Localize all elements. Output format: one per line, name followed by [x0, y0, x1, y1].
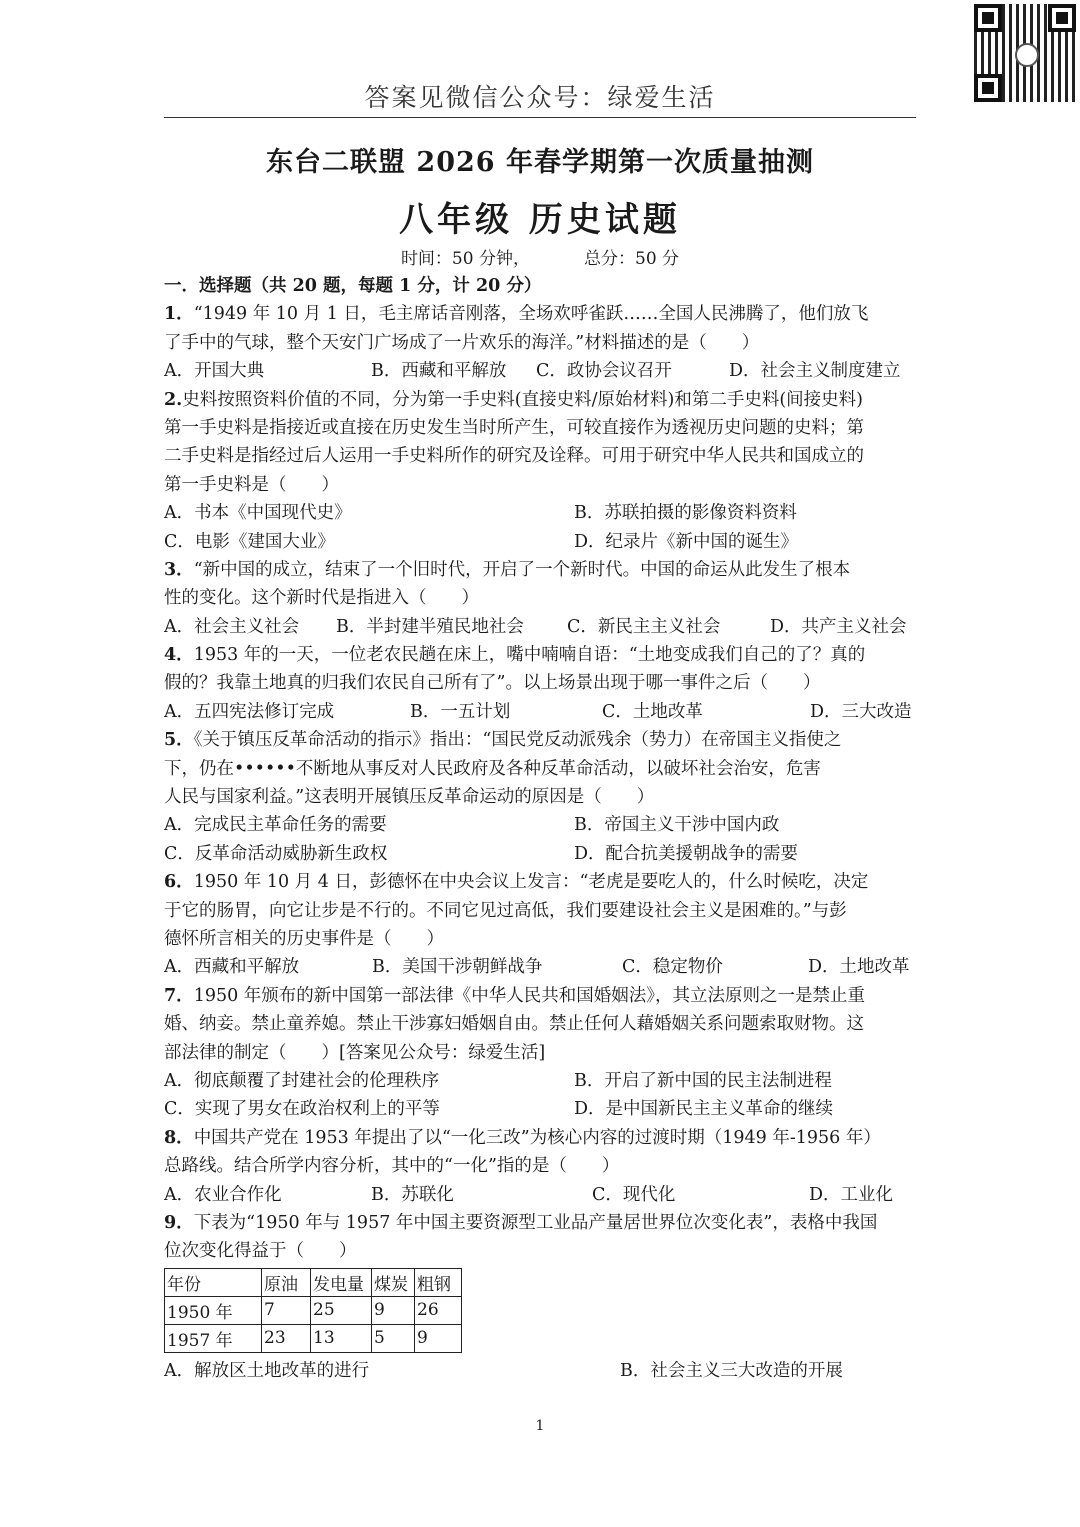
exam-time-info: 时间：50 分钟， 总分：50 分	[400, 249, 680, 269]
options-row	[164, 1357, 918, 1385]
option-b[interactable]: B．苏联拍摄的影像资料资料	[574, 503, 797, 524]
option-b[interactable]: B．美国干涉朝鲜战争	[372, 957, 543, 978]
question-3	[164, 556, 918, 641]
question-number: 9．	[164, 1212, 194, 1233]
qr-logo-icon	[1015, 43, 1039, 67]
option-a[interactable]: A．解放区土地改革的进行	[164, 1360, 370, 1381]
question-9	[164, 1209, 918, 1385]
question-1	[164, 300, 918, 385]
table-cell: 1950 年	[165, 1296, 262, 1324]
table-cell: 7	[262, 1296, 311, 1324]
option-b[interactable]: B．帝国主义干涉中国内政	[574, 815, 780, 836]
question-number: 7．	[164, 985, 194, 1006]
question-text: 德怀所言相关的历史事件是（ ）	[164, 928, 444, 949]
question-text: 下表为“1950 年与 1957 年中国主要资源型工业品产量居世界位次变化表”，表格中我国	[193, 1212, 878, 1233]
table-cell: 9	[372, 1296, 415, 1324]
options-row	[164, 357, 918, 385]
option-d[interactable]: D．社会主义制度建立	[729, 361, 901, 382]
option-a[interactable]: A．五四宪法修订完成	[164, 701, 335, 722]
qr-finder-pattern	[1048, 4, 1076, 32]
option-a[interactable]: A．书本《中国现代史》	[164, 503, 352, 524]
options-row	[164, 698, 918, 726]
option-a[interactable]: A．西藏和平解放	[164, 957, 300, 978]
options-row	[164, 499, 918, 527]
option-c[interactable]: C．现代化	[592, 1184, 676, 1205]
question-text: 婚、纳妾。禁止童养媳。禁止干涉寡妇婚姻自由。禁止任何人藉婚姻关系问题索取财物。这	[164, 1014, 864, 1035]
question-5	[164, 726, 918, 868]
option-d[interactable]: D．土地改革	[808, 957, 910, 978]
page-number: 1	[535, 1418, 545, 1434]
options-row	[164, 613, 918, 641]
table-header-cell: 粗钢	[415, 1268, 462, 1296]
option-d[interactable]: D．是中国新民主主义革命的继续	[574, 1099, 834, 1120]
options-row	[164, 953, 918, 981]
table-header-cell: 原油	[262, 1268, 311, 1296]
table-cell: 13	[311, 1324, 372, 1352]
option-c[interactable]: C．政协会议召开	[536, 361, 672, 382]
option-d[interactable]: D．三大改造	[810, 701, 912, 722]
question-text: 于它的肠胃，向它让步是不行的。不同它见过高低，我们要建设社会主义是困难的。”与彭	[164, 900, 847, 921]
question-number: 5．	[164, 730, 194, 751]
option-c[interactable]: C．稳定物价	[622, 957, 723, 978]
question-text: “1949 年 10 月 1 日，毛主席话音刚落，全场欢呼雀跃……全国人民沸腾了，他们放飞	[193, 304, 869, 325]
option-a[interactable]: A．开国大典	[164, 361, 265, 382]
question-text: 假的？我靠土地真的归我们农民自己所有了”。以上场景出现于哪一事件之后（ ）	[164, 673, 821, 694]
table-cell: 25	[311, 1296, 372, 1324]
question-number: 6．	[164, 872, 194, 893]
option-a[interactable]: A．彻底颠覆了封建社会的伦理秩序	[164, 1070, 440, 1091]
question-text: 第一手史料是（ ）	[164, 474, 339, 495]
option-b[interactable]: B．半封建半殖民地社会	[336, 616, 524, 637]
options-row	[164, 1067, 918, 1095]
table-cell: 1957 年	[165, 1324, 262, 1352]
question-text: 中国共产党在 1953 年提出了以“一化三改”为核心内容的过渡时期（1949 年-1956 年）	[193, 1127, 881, 1148]
options-row	[164, 1181, 918, 1209]
question-number: 4．	[164, 645, 194, 666]
options-row	[164, 528, 918, 556]
question-text: 1953 年的一天，一位老农民趟在床上，嘴中喃喃自语：“土地变成我们自己的了？真的	[193, 645, 866, 666]
question-number: 1．	[164, 304, 194, 325]
question-text: 史料按照资料价值的不同，分为第一手史料(直接史料/原始材料)和第二手史料(间接史料)	[182, 389, 863, 410]
question-number: 8．	[164, 1127, 194, 1148]
option-a[interactable]: A．农业合作化	[164, 1184, 282, 1205]
option-a[interactable]: A．完成民主革命任务的需要	[164, 815, 387, 836]
option-d[interactable]: D．工业化	[809, 1184, 894, 1205]
option-c[interactable]: C．新民主主义社会	[567, 616, 721, 637]
question-number: 2.	[164, 389, 183, 410]
options-row	[164, 1095, 918, 1123]
options-row	[164, 840, 918, 868]
qr-finder-pattern	[974, 4, 1002, 32]
option-c[interactable]: C．反革命活动威胁新生政权	[164, 843, 388, 864]
table-header-cell: 年份	[165, 1268, 262, 1296]
question-text: 二手史料是指经过后人运用一手史料所作的研究及诠释。可用于研究中华人民共和国成立的	[164, 446, 864, 467]
options-row	[164, 811, 918, 839]
option-c[interactable]: C．土地改革	[602, 701, 703, 722]
table-header-cell: 煤炭	[372, 1268, 415, 1296]
exam-subtitle: 八年级 历史试题	[399, 200, 681, 240]
question-number: 3．	[164, 559, 194, 580]
ranking-table	[164, 1268, 462, 1353]
question-text: 1950 年颁布的新中国第一部法律《中华人民共和国婚姻法》，其立法原则之一是禁止重	[193, 985, 866, 1006]
question-text: 位次变化得益于（ ）	[164, 1241, 357, 1262]
question-text: 人民与国家利益。”这表明开展镇压反革命运动的原因是（ ）	[164, 787, 655, 808]
table-cell: 5	[372, 1324, 415, 1352]
question-text: 第一手史料是指接近或直接在历史发生当时所产生，可较直接作为透视历史问题的史料；第	[164, 417, 864, 438]
option-b[interactable]: B．一五计划	[410, 701, 511, 722]
table-row	[165, 1324, 462, 1352]
table-cell: 26	[415, 1296, 462, 1324]
option-c[interactable]: C．电影《建国大业》	[164, 531, 335, 552]
table-header-row	[165, 1268, 462, 1296]
table-cell: 9	[415, 1324, 462, 1352]
question-text: 1950 年 10 月 4 日，彭德怀在中央会议上发言：“老虎是要吃人的，什么时候吃，决定	[193, 872, 869, 893]
question-text: “新中国的成立，结束了一个旧时代，开启了一个新时代。中国的命运从此发生了根本	[193, 559, 851, 580]
table-row	[165, 1296, 462, 1324]
option-b[interactable]: B．苏联化	[371, 1184, 454, 1205]
question-4	[164, 641, 918, 726]
question-text: 了手中的气球，整个天安门广场成了一片欢乐的海洋。”材料描述的是（ ）	[164, 332, 760, 353]
option-d[interactable]: D．共产主义社会	[770, 616, 907, 637]
option-b[interactable]: B．社会主义三大改造的开展	[620, 1360, 843, 1381]
header-divider	[164, 117, 916, 118]
question-list	[164, 272, 918, 1385]
table-cell: 23	[262, 1324, 311, 1352]
option-c[interactable]: C．实现了男女在政治权利上的平等	[164, 1099, 440, 1120]
question-text: 性的变化。这个新时代是指进入（ ）	[164, 588, 479, 609]
question-2	[164, 386, 918, 556]
question-7	[164, 982, 918, 1124]
section-heading: 一．选择题（共 20 题，每题 1 分，计 20 分）	[164, 276, 542, 296]
question-text: 《关于镇压反革命活动的指示》指出：“国民党反动派残余（势力）在帝国主义指使之	[193, 730, 842, 751]
table-header-cell: 发电量	[311, 1268, 372, 1296]
option-b[interactable]: B．西藏和平解放	[371, 361, 507, 382]
option-d[interactable]: D．纪录片《新中国的诞生》	[574, 531, 799, 552]
question-text: 部法律的制定（ ）[答案见公众号：绿爱生活]	[164, 1042, 546, 1063]
question-text: 总路线。结合所学内容分析，其中的“一化”指的是（ ）	[164, 1156, 620, 1177]
header-watermark: 答案见微信公众号：绿爱生活	[364, 83, 716, 112]
option-a[interactable]: A．社会主义社会	[164, 616, 300, 637]
question-6	[164, 868, 918, 982]
question-8	[164, 1124, 918, 1209]
question-text: 下，仍在••••••不断地从事反对人民政府及各种反革命活动，以破坏社会治安，危害	[164, 758, 821, 779]
option-b[interactable]: B．开启了新中国的民主法制进程	[574, 1070, 832, 1091]
exam-title: 东台二联盟 2026 年春学期第一次质量抽测	[266, 147, 814, 178]
option-d[interactable]: D．配合抗美援朝战争的需要	[574, 843, 799, 864]
